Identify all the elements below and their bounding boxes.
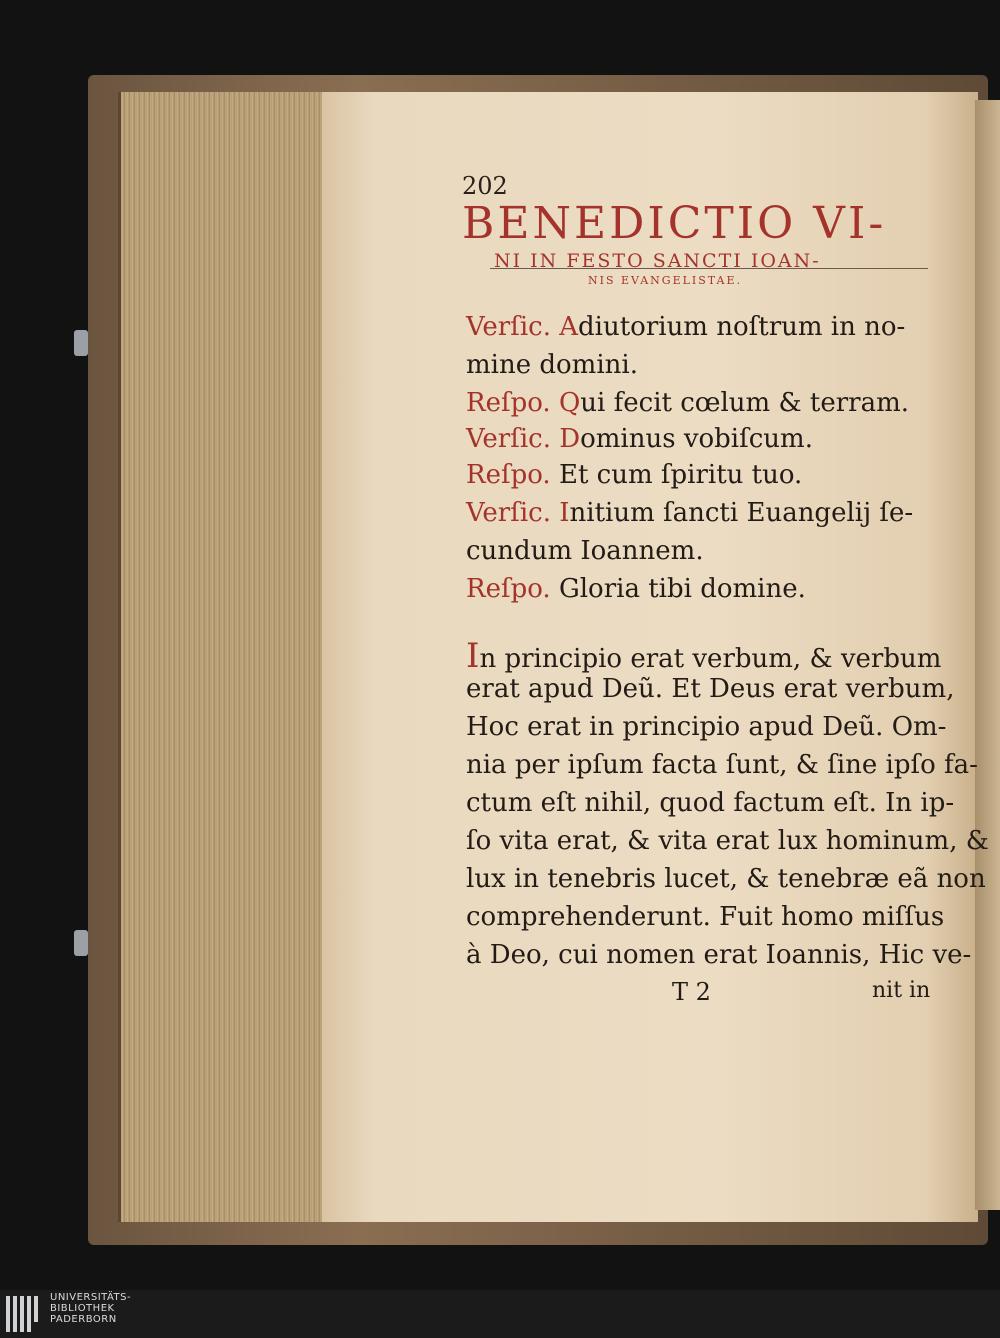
library-logo-icon bbox=[6, 1296, 40, 1332]
text-line bbox=[466, 826, 989, 856]
rubric-label: Verſic. bbox=[466, 424, 560, 454]
text-line bbox=[466, 636, 941, 676]
rubric-label: Reſpo. bbox=[466, 388, 559, 418]
text-line-content: Hoc erat in principio apud Deũ. Om- bbox=[466, 712, 947, 742]
facing-page-edge bbox=[975, 100, 1000, 1210]
dialogue-line bbox=[466, 574, 806, 604]
rubric-label: Verſic. bbox=[466, 498, 560, 528]
dialogue-line bbox=[466, 424, 813, 454]
text-line bbox=[466, 674, 954, 704]
rubric-initial: A bbox=[559, 312, 579, 342]
library-name bbox=[50, 1292, 131, 1325]
dialogue-line bbox=[466, 498, 913, 528]
dialogue-line bbox=[466, 536, 704, 566]
library-name-line: UNIVERSITÄTS- bbox=[50, 1292, 132, 1303]
text-line-content: comprehenderunt. Fuit homo miſſus bbox=[466, 902, 945, 932]
clasp-icon bbox=[74, 330, 88, 356]
title-line-2: NI IN FESTO SANCTI IOAN- bbox=[494, 250, 821, 272]
text-line-content: lux in tenebris lucet, & tenebræ eã non bbox=[466, 864, 986, 894]
drop-initial: I bbox=[466, 636, 480, 676]
dialogue-text: cundum Ioannem. bbox=[466, 536, 704, 566]
text-line bbox=[466, 940, 971, 970]
library-name-line: BIBLIOTHEK bbox=[50, 1303, 115, 1314]
catchword: nit in bbox=[872, 978, 931, 1003]
text-line-content: n principio erat verbum, & verbum bbox=[479, 644, 942, 674]
text-line bbox=[466, 712, 946, 742]
text-line bbox=[466, 788, 954, 818]
signature-mark: T 2 bbox=[672, 978, 711, 1006]
text-line bbox=[466, 902, 944, 932]
footer-bar bbox=[0, 1290, 1000, 1338]
rubric-initial: Q bbox=[558, 388, 581, 418]
rubric-label: Reſpo. bbox=[466, 574, 559, 604]
library-name-line: PADERBORN bbox=[50, 1314, 117, 1325]
rubric-label: Verſic. bbox=[466, 312, 560, 342]
text-line-content: erat apud Deũ. Et Deus erat verbum, bbox=[466, 674, 955, 704]
text-line-content: nia per ipſum facta ſunt, & ſine ipſo fa- bbox=[466, 750, 978, 780]
text-line bbox=[466, 864, 986, 894]
text-line bbox=[466, 750, 978, 780]
dialogue-line bbox=[466, 350, 638, 380]
rubric-label: Reſpo. bbox=[466, 460, 559, 490]
dialogue-text: mine domini. bbox=[466, 350, 638, 380]
dialogue-text: diutorium noſtrum in no- bbox=[578, 312, 906, 342]
dialogue-line bbox=[466, 460, 802, 490]
text-line-content: à Deo, cui nomen erat Ioannis, Hic ve- bbox=[466, 940, 972, 970]
rubric-initial: I bbox=[559, 498, 570, 528]
dialogue-text: nitium ſancti Euangelij ſe- bbox=[569, 498, 914, 528]
dialogue-text: ui fecit cœlum & terram. bbox=[580, 388, 909, 418]
dialogue-text: Et cum ſpiritu tuo. bbox=[558, 460, 803, 490]
text-line-content: ſo vita erat, & vita erat lux hominum, & bbox=[466, 826, 989, 856]
title-line-3: NIS EVANGELISTAE. bbox=[588, 274, 743, 287]
dialogue-line bbox=[466, 312, 905, 342]
title-line-1: BENEDICTIO VI- bbox=[462, 198, 887, 249]
clasp-icon bbox=[74, 930, 88, 956]
page-number: 202 bbox=[462, 172, 508, 200]
dialogue-text: Gloria tibi domine. bbox=[558, 574, 806, 604]
dialogue-line bbox=[466, 388, 909, 418]
text-line-content: ctum eſt nihil, quod factum eſt. In ip- bbox=[466, 788, 955, 818]
dialogue-text: ominus vobiſcum. bbox=[580, 424, 813, 454]
rubric-initial: D bbox=[559, 424, 581, 454]
page-edges bbox=[118, 92, 331, 1222]
